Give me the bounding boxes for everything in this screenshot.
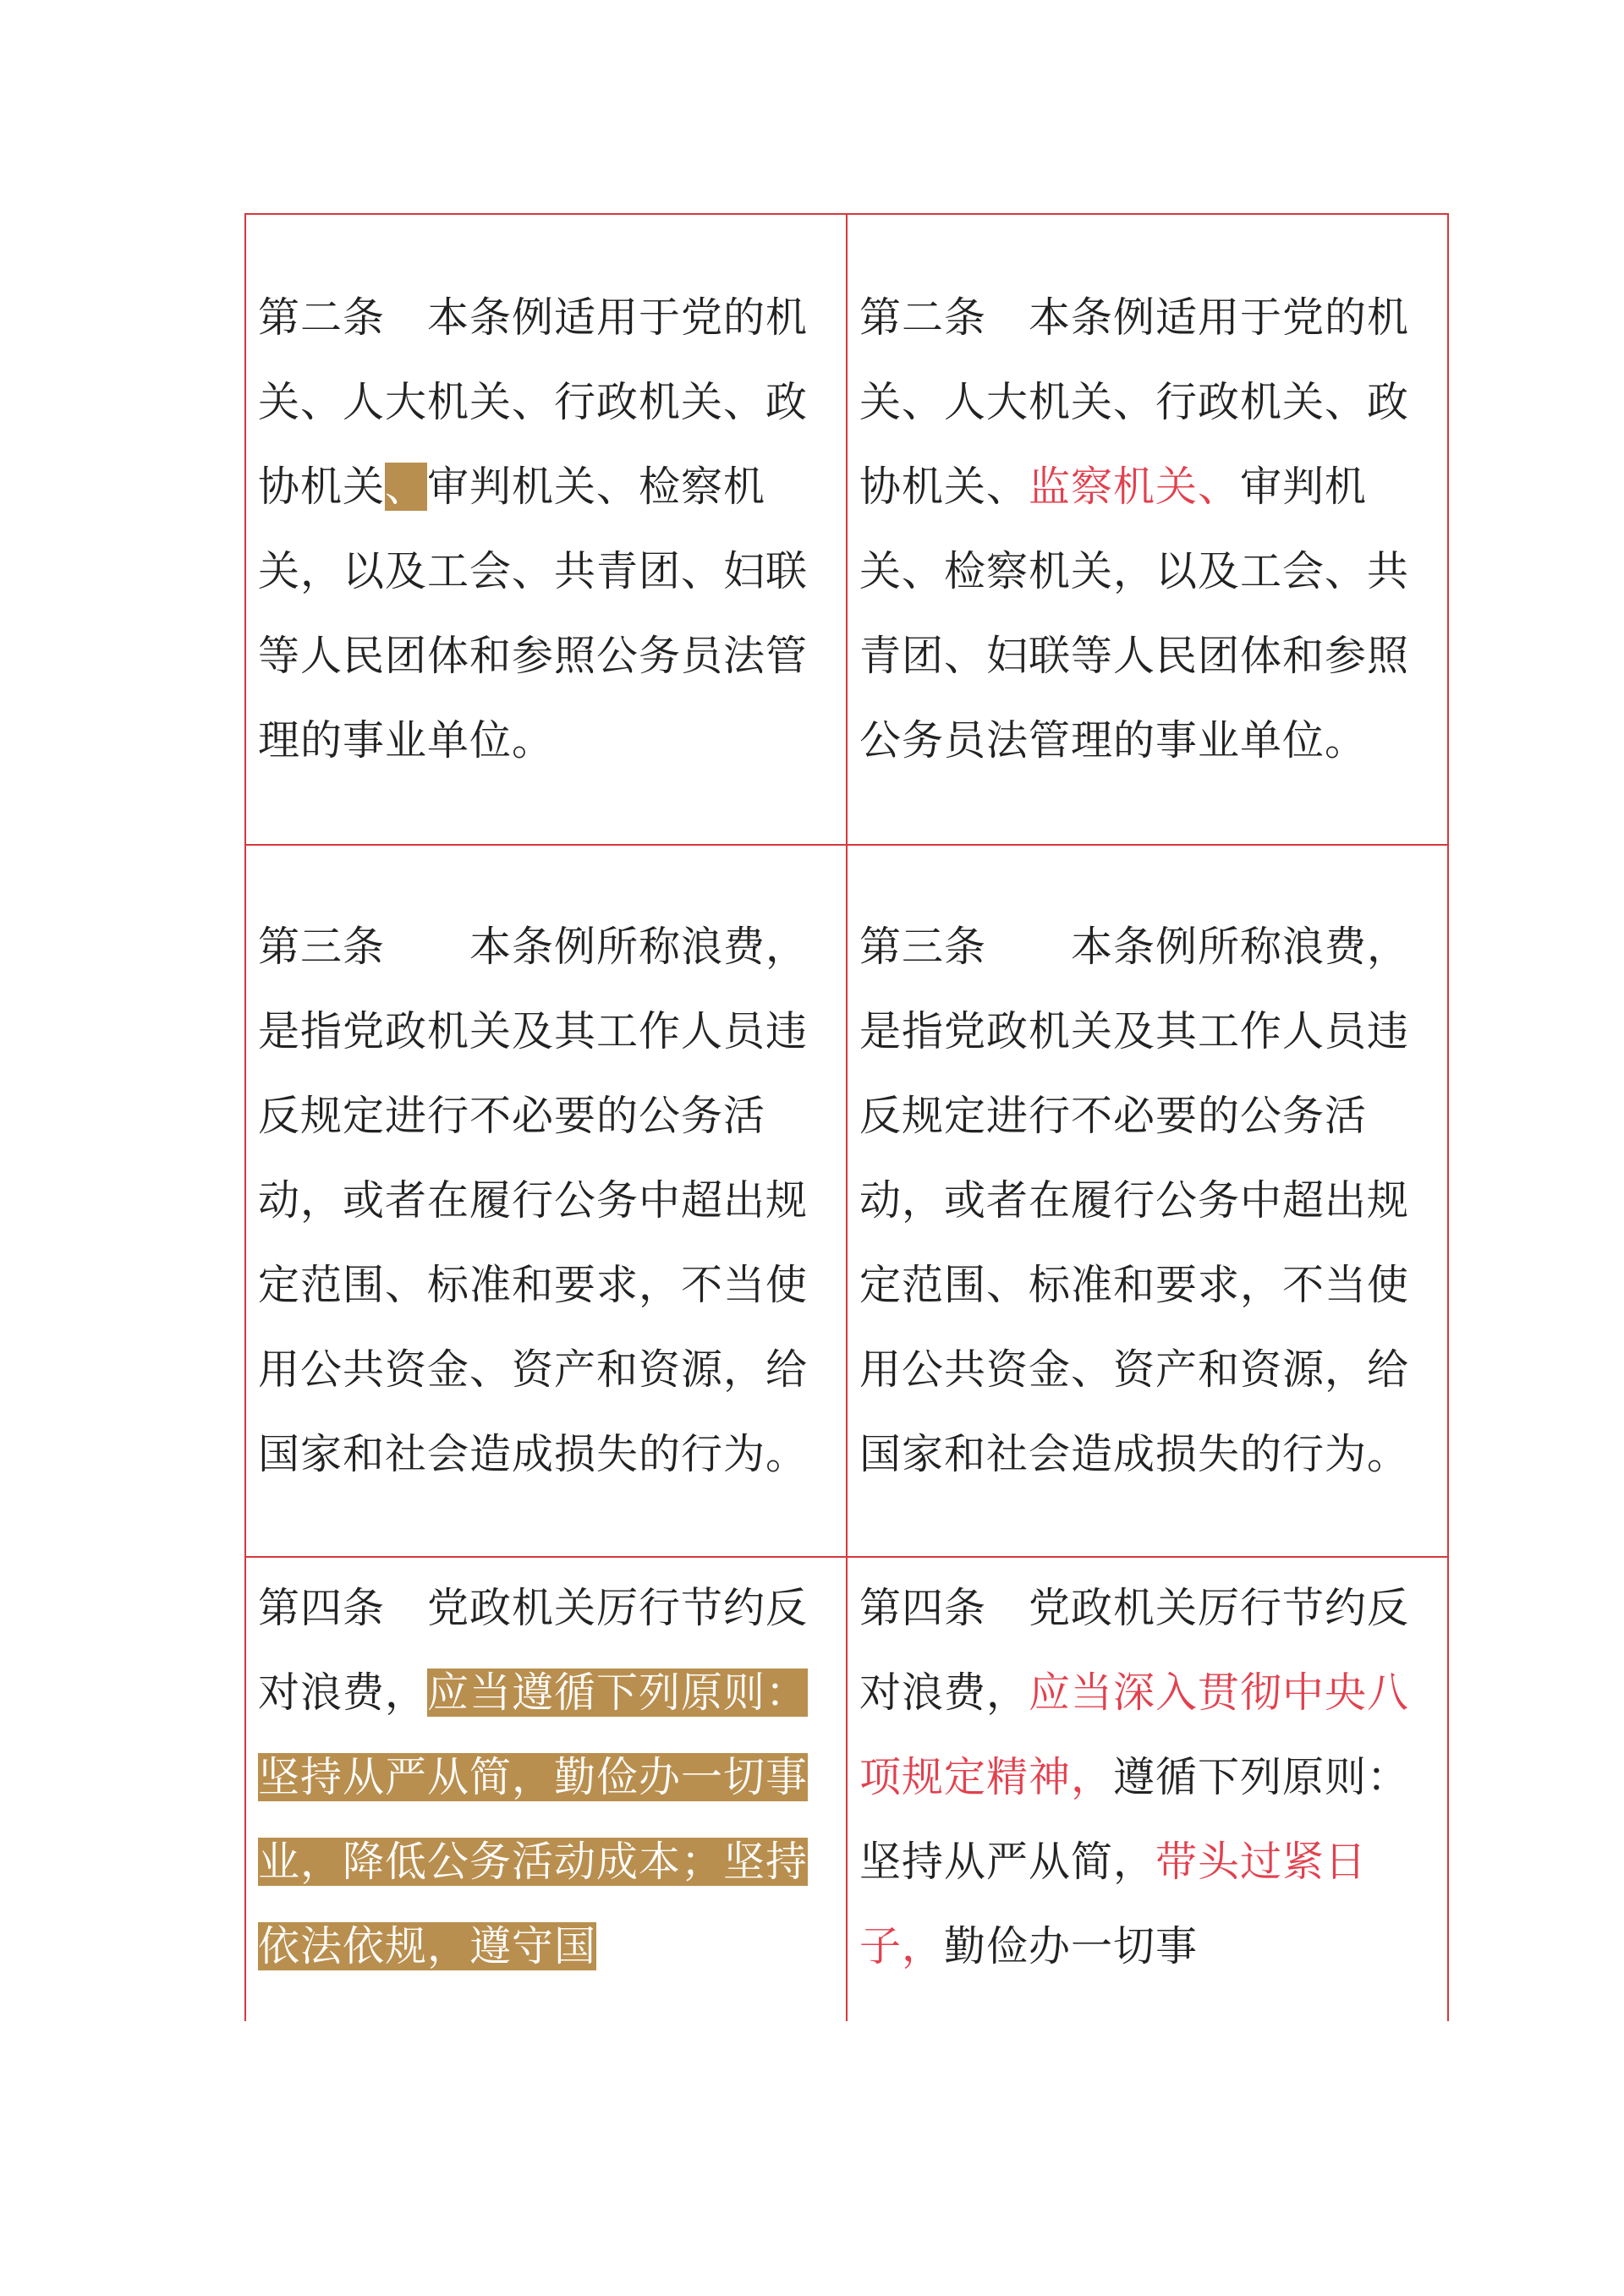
added-text: 监察机关、 (1029, 463, 1241, 511)
added-text: 应当深入贯彻中央八项规定精神， (859, 1669, 1410, 1801)
article-text: 审判机关、检察机关，以及工会、共青团、妇联等人民团体和参照公务员法管理的事业单位。 (859, 463, 1410, 764)
new-text-cell (847, 1557, 1448, 2021)
article-text: 审判机关、检察机关，以及工会、共青团、妇联等人民团体和参照公务员法管理的事业单位。 (258, 463, 809, 764)
highlighted-change: 应当遵循下列原则：坚持从严从简，勤俭办一切事业，降低公务活动成本；坚持依法依规，遵守国 (258, 1669, 809, 1970)
added-text: 带头过紧日子， (859, 1838, 1368, 1970)
comparison-table (244, 213, 1449, 2021)
old-text-cell (245, 1557, 847, 2021)
article-text: 第三条 本条例所称浪费，是指党政机关及其工作人员违反规定进行不必要的公务活动，或者在履行公务中超出规定范围、标准和要求，不当使用公共资金、资产和资源，给国家和社会造成损失的行为。 (258, 923, 809, 1478)
article-text: 第二条 本条例适用于党的机关、人大机关、行政机关、政协机关 (258, 293, 809, 511)
old-text-cell (245, 214, 847, 845)
article-text: 遵循下列原则：坚持从严从简， (859, 1753, 1410, 1886)
article-text: 第二条 本条例适用于党的机关、人大机关、行政机关、政协机关、 (859, 293, 1410, 511)
article-text: 第四条 党政机关厉行节约反对浪费， (859, 1584, 1410, 1717)
table-row-article-2 (245, 214, 1448, 845)
table-row-article-3 (245, 845, 1448, 1557)
new-text-cell (847, 214, 1448, 845)
table-row-article-4 (245, 1557, 1448, 2021)
new-text-cell (847, 845, 1448, 1557)
highlighted-change: 、 (385, 463, 428, 511)
article-text: 第三条 本条例所称浪费，是指党政机关及其工作人员违反规定进行不必要的公务活动，或者在履行公务中超出规定范围、标准和要求，不当使用公共资金、资产和资源，给国家和社会造成损失的行为。 (859, 923, 1410, 1478)
article-text: 勤俭办一切事 (944, 1922, 1199, 1970)
old-text-cell (245, 845, 847, 1557)
article-text: 第四条 党政机关厉行节约反对浪费， (258, 1584, 809, 1717)
